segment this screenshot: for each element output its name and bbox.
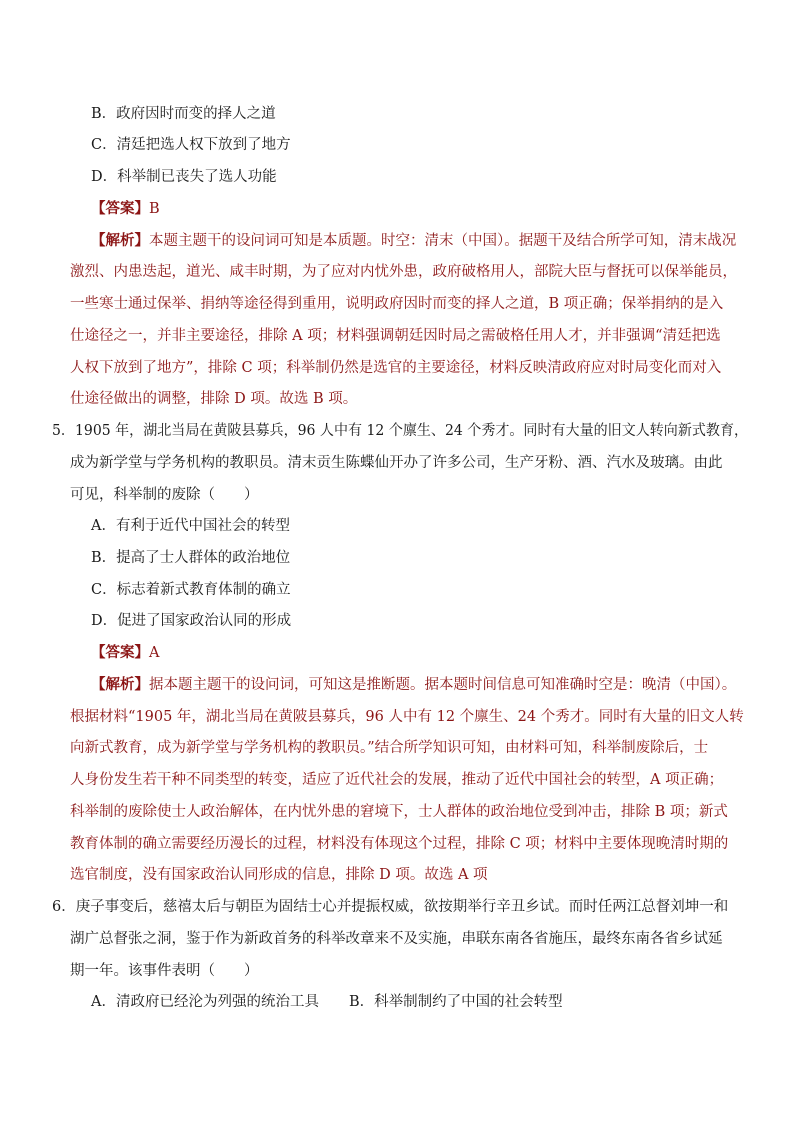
q6-stem-line: 期一年。该事件表明（ ） — [70, 963, 259, 979]
q4-option-c: C．清廷把选人权下放到了地方 — [91, 137, 291, 153]
answer-value: B — [149, 201, 160, 217]
answer-tag: 【答案】 — [91, 200, 149, 217]
analysis-text: 据本题主题干的设问词，可知这是推断题。据本题时间信息可知准确时空是：晚清（中国）。 — [149, 677, 737, 693]
analysis-tag: 【解析】 — [91, 232, 149, 249]
q5-analysis-line: 选官制度，没有国家政治认同形成的信息，排除 D 项。故选 A 项 — [70, 867, 488, 883]
analysis-tag: 【解析】 — [91, 676, 149, 693]
q5-option-a: A．有利于近代中国社会的转型 — [91, 518, 290, 534]
q5-option-b: B．提高了士人群体的政治地位 — [91, 550, 291, 566]
q5-option-c: C．标志着新式教育体制的确立 — [91, 582, 291, 598]
q4-analysis-line: 仕途径做出的调整，排除 D 项。故选 B 项。 — [70, 391, 358, 407]
q4-analysis-line: 激烈、内患迭起，道光、咸丰时期，为了应对内忧外患，政府破格用人，部院大臣与督抚可以保举能员， — [70, 264, 737, 280]
q6-option-b: B．科举制制约了中国的社会转型 — [349, 994, 563, 1010]
q6-stem-line: 6．庚子事变后，慈禧太后与朝臣为固结士心并提振权威，欲按期举行辛丑乡试。而时任两江总督刘坤一和 — [52, 899, 729, 915]
q6-option-a: A．清政府已经沦为列强的统治工具 — [91, 994, 319, 1010]
q5-analysis-line: 科举制的废除使士人政治解体，在内忧外患的窘境下，士人群体的政治地位受到冲击，排除 B 项；新式 — [70, 804, 728, 820]
q5-option-d: D．促进了国家政治认同的形成 — [91, 613, 292, 629]
q5-stem-line: 5．1905 年，湖北当局在黄陂县募兵，96 人中有 12 个廪生、24 个秀才。同时有大量的旧文人转向新式教育， — [52, 423, 749, 439]
q4-answer — [91, 199, 160, 219]
q5-analysis-line: 人身份发生若干种不同类型的转变，适应了近代社会的发展，推动了近代中国社会的转型，A 项正确； — [70, 772, 724, 788]
q5-analysis-line: 向新式教育，成为新学堂与学务机构的教职员。”结合所学知识可知，由材料可知，科举制废除后，士 — [70, 740, 709, 756]
answer-value: A — [149, 645, 160, 661]
q4-analysis-line — [91, 231, 736, 251]
q5-analysis-line: 根据材料“1905 年，湖北当局在黄陂县募兵，96 人中有 12 个廪生、24 个秀才。同时有大量的旧文人转 — [70, 709, 744, 725]
answer-tag: 【答案】 — [91, 644, 149, 661]
q4-option-d: D．科举制已丧失了选人功能 — [91, 169, 277, 185]
q4-option-b: B．政府因时而变的择人之道 — [91, 106, 276, 122]
q5-analysis-line: 教育体制的确立需要经历漫长的过程，材料没有体现这个过程，排除 C 项；材料中主要体现晚清时期的 — [70, 836, 729, 852]
q4-analysis-line: 一些寒士通过保举、捐纳等途径得到重用，说明政府因时而变的择人之道，B 项正确；保举捐纳的是入 — [70, 296, 724, 312]
q5-stem-line: 成为新学堂与学务机构的教职员。清末贡生陈蝶仙开办了许多公司，生产牙粉、酒、汽水及玻璃。由此 — [70, 455, 723, 471]
q5-analysis-line — [91, 675, 736, 695]
q5-stem-line: 可见，科举制的废除（ ） — [70, 487, 259, 503]
q4-analysis-line: 仕途径之一，并非主要途径，排除 A 项；材料强调朝廷因时局之需破格任用人才，并非强调“清廷把选 — [70, 328, 721, 344]
q5-answer — [91, 643, 159, 663]
q4-analysis-line: 人权下放到了地方”，排除 C 项；科举制仍然是选官的主要途径，材料反映清政府应对时局变化而对入 — [70, 360, 722, 376]
q6-stem-line: 湖广总督张之洞，鉴于作为新政首务的科举改章来不及实施，串联东南各省施压，最终东南各省乡试延 — [70, 931, 723, 947]
analysis-text: 本题主题干的设问词可知是本质题。时空：清末（中国）。据题干及结合所学可知，清末战况 — [149, 233, 737, 249]
